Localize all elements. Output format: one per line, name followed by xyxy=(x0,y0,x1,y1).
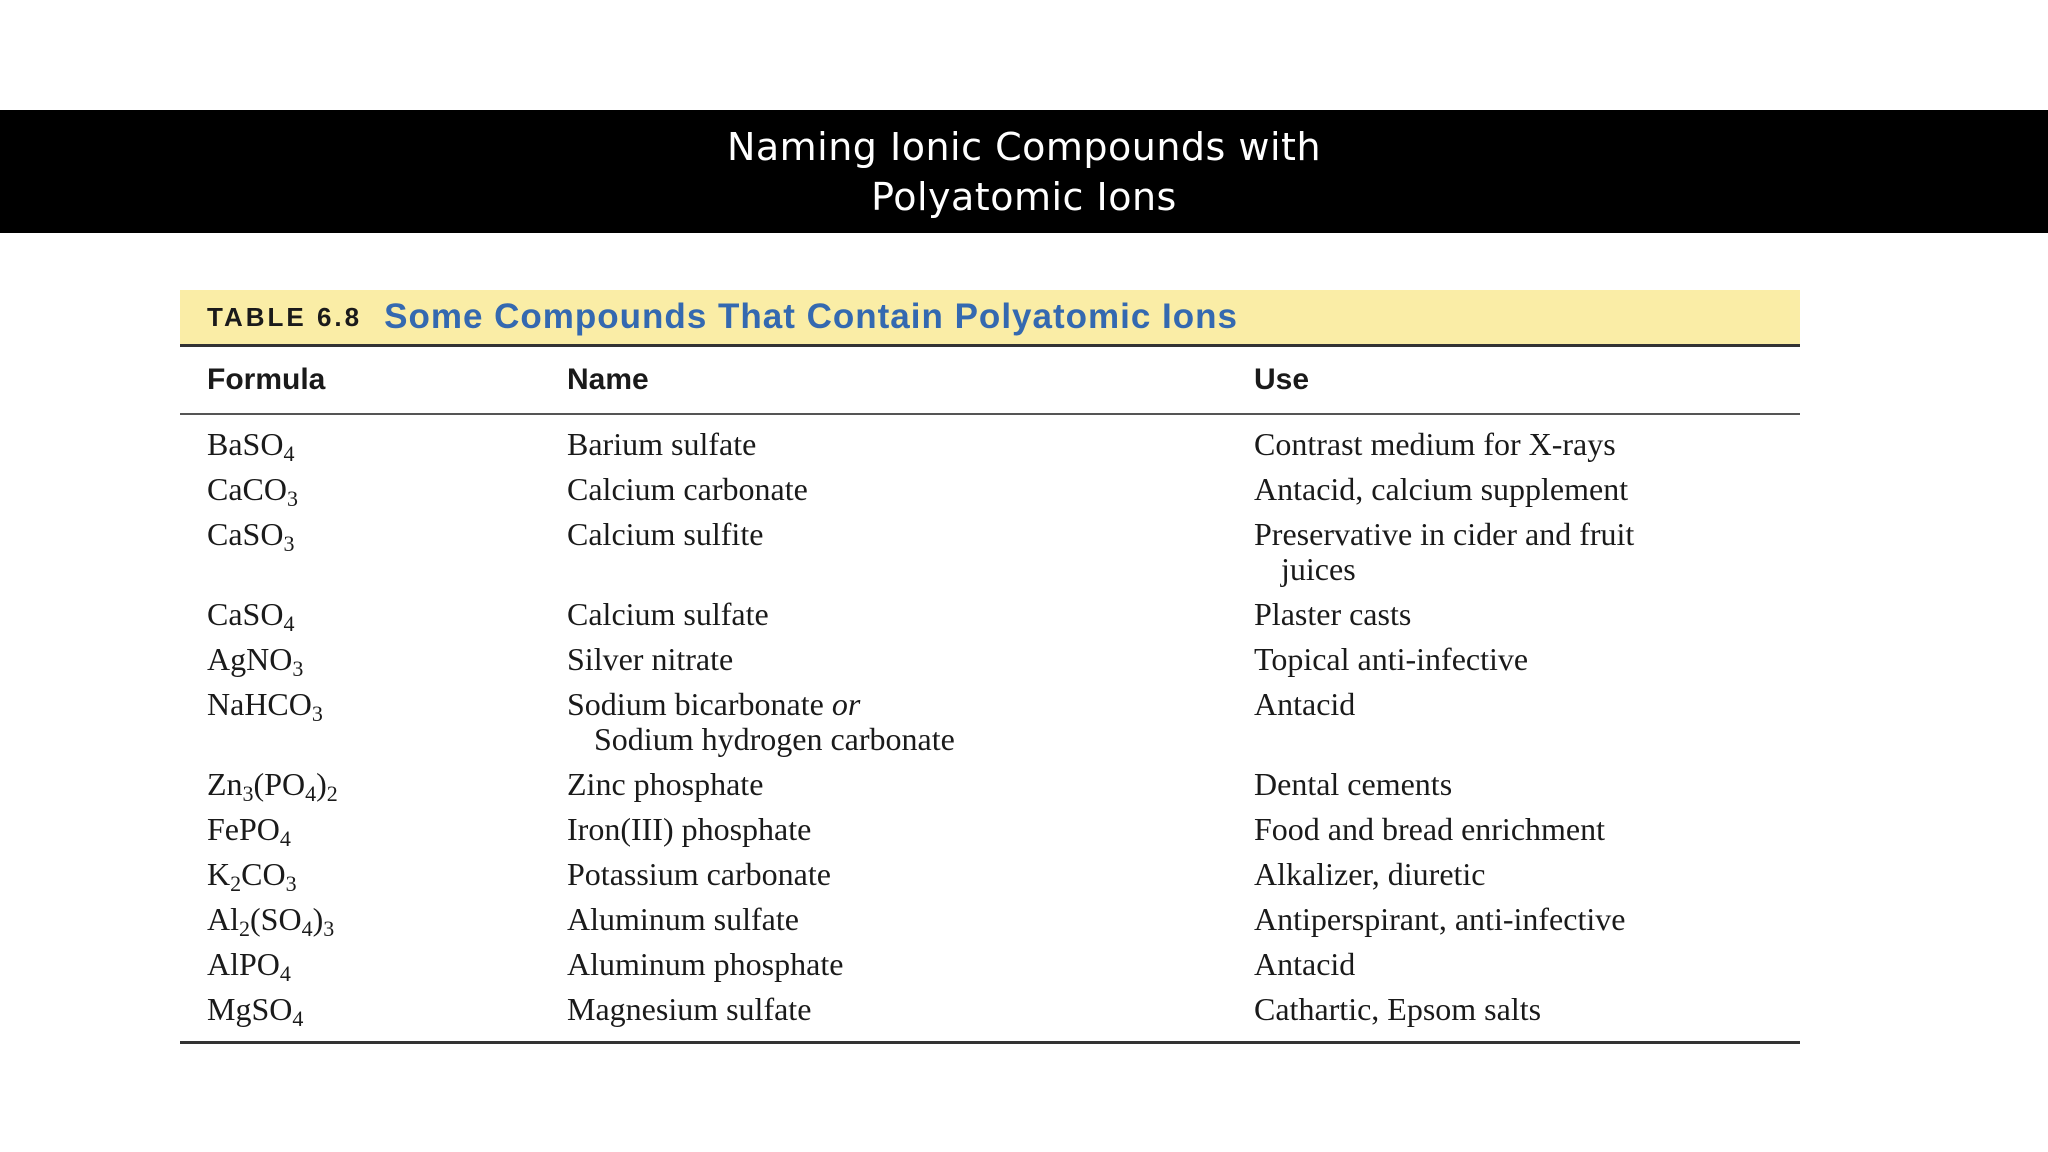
formula-subscript: 4 xyxy=(305,781,317,806)
formula-cell xyxy=(180,856,567,896)
formula-subscript: 3 xyxy=(323,916,335,941)
formula-cell xyxy=(180,901,567,941)
name-cell xyxy=(567,517,1254,552)
table-row xyxy=(180,426,1800,466)
formula-text: CO xyxy=(241,856,286,892)
name-cell xyxy=(567,597,1254,632)
formula-subscript: 3 xyxy=(287,486,298,511)
name-text: Aluminum phosphate xyxy=(567,946,844,982)
formula-cell xyxy=(180,811,567,851)
use-text: Antiperspirant, anti-infective xyxy=(1254,901,1626,937)
formula-text: (PO xyxy=(253,766,306,802)
formula-subscript: 2 xyxy=(230,871,242,896)
use-cell xyxy=(1254,992,1800,1027)
formula-subscript: 3 xyxy=(311,701,323,726)
use-cell xyxy=(1254,687,1800,722)
formula-subscript: 4 xyxy=(283,611,295,636)
use-cell xyxy=(1254,812,1800,847)
name-text: Zinc phosphate xyxy=(567,766,764,802)
name-cell xyxy=(567,687,1254,757)
use-cell xyxy=(1254,472,1800,507)
name-text: Sodium bicarbonate xyxy=(567,686,832,722)
name-cell xyxy=(567,472,1254,507)
formula-text: ) xyxy=(316,766,327,802)
table-row xyxy=(180,901,1800,941)
formula-cell xyxy=(180,596,567,636)
formula-text: BaSO xyxy=(207,426,284,462)
formula-cell xyxy=(180,471,567,511)
slide-title-line-2: Polyatomic Ions xyxy=(871,174,1177,219)
name-cell xyxy=(567,767,1254,802)
formula-text: (SO xyxy=(250,901,302,937)
formula-cell xyxy=(180,686,567,726)
formula-subscript: 3 xyxy=(283,531,295,556)
formula-subscript: 2 xyxy=(239,916,250,941)
formula-cell xyxy=(180,641,567,681)
use-cell xyxy=(1254,427,1800,462)
name-cell xyxy=(567,812,1254,847)
use-cell xyxy=(1254,767,1800,802)
table-row xyxy=(180,766,1800,806)
table-row xyxy=(180,641,1800,681)
slide-title-bar xyxy=(0,110,2048,233)
name-cell xyxy=(567,947,1254,982)
use-text: Alkalizer, diuretic xyxy=(1254,856,1486,892)
formula-subscript: 4 xyxy=(283,441,295,466)
formula-subscript: 2 xyxy=(326,781,338,806)
formula-subscript: 4 xyxy=(301,916,313,941)
name-text: Iron(III) phosphate xyxy=(567,811,812,847)
name-cell xyxy=(567,992,1254,1027)
formula-text: ) xyxy=(312,901,324,937)
use-text: Antacid xyxy=(1254,686,1356,722)
name-text: Aluminum sulfate xyxy=(567,901,799,937)
table-label: TABLE 6.8 xyxy=(207,301,363,332)
table-body xyxy=(180,415,1800,1044)
use-continuation: juices xyxy=(1281,551,1356,587)
slide-title-line-1: Naming Ionic Compounds with xyxy=(726,124,1322,169)
compounds-table xyxy=(180,290,1800,1044)
formula-subscript: 4 xyxy=(279,826,291,851)
table-title: Some Compounds That Contain Polyatomic Ions xyxy=(384,297,1238,336)
name-text: Calcium carbonate xyxy=(567,471,808,507)
name-conjunction: or xyxy=(831,686,861,722)
use-text: Topical anti-infective xyxy=(1254,641,1529,677)
use-text: Food and bread enrichment xyxy=(1254,811,1605,847)
use-text: Dental cements xyxy=(1254,766,1453,802)
table-row xyxy=(180,517,1800,587)
formula-text: CaSO xyxy=(207,596,284,632)
formula-text: AlPO xyxy=(207,946,280,982)
table-row xyxy=(180,471,1800,511)
table-row xyxy=(180,991,1800,1031)
use-cell xyxy=(1254,642,1800,677)
table-row xyxy=(180,946,1800,986)
formula-cell xyxy=(180,991,567,1031)
formula-text: AgNO xyxy=(207,641,293,677)
formula-text: K xyxy=(207,856,231,892)
formula-text: Zn xyxy=(207,766,243,802)
name-text: Calcium sulfate xyxy=(567,596,769,632)
formula-cell xyxy=(180,766,567,806)
formula-subscript: 3 xyxy=(242,781,254,806)
formula-cell xyxy=(180,946,567,986)
use-text: Plaster casts xyxy=(1254,596,1412,632)
formula-text: Al xyxy=(207,901,239,937)
header-formula: Formula xyxy=(207,363,326,396)
formula-text: MgSO xyxy=(207,991,293,1027)
table-row xyxy=(180,687,1800,757)
name-cell xyxy=(567,902,1254,937)
table-row xyxy=(180,856,1800,896)
table-row xyxy=(180,811,1800,851)
table-header-row xyxy=(180,347,1800,415)
formula-subscript: 3 xyxy=(285,871,297,896)
use-cell xyxy=(1254,597,1800,632)
use-cell xyxy=(1254,902,1800,937)
formula-cell xyxy=(180,426,567,466)
name-text: Silver nitrate xyxy=(567,641,734,677)
name-cell xyxy=(567,642,1254,677)
formula-text: CaSO xyxy=(207,516,284,552)
use-cell xyxy=(1254,857,1800,892)
use-text: Antacid, calcium supplement xyxy=(1254,471,1629,507)
table-row xyxy=(180,596,1800,636)
name-cell xyxy=(567,427,1254,462)
name-continuation: Sodium hydrogen carbonate xyxy=(594,721,955,757)
name-text: Barium sulfate xyxy=(567,426,757,462)
formula-text: FePO xyxy=(207,811,280,847)
table-caption xyxy=(180,290,1800,347)
use-text: Antacid xyxy=(1254,946,1356,982)
formula-text: CaCO xyxy=(207,471,287,507)
use-text: Cathartic, Epsom salts xyxy=(1254,991,1542,1027)
name-text: Calcium sulfite xyxy=(567,516,764,552)
use-text: Preservative in cider and fruit xyxy=(1254,516,1635,552)
use-text: Contrast medium for X-rays xyxy=(1254,426,1616,462)
formula-subscript: 4 xyxy=(292,1006,304,1031)
formula-subscript: 4 xyxy=(279,961,291,986)
use-cell xyxy=(1254,947,1800,982)
name-cell xyxy=(567,857,1254,892)
formula-subscript: 3 xyxy=(292,656,304,681)
name-text: Potassium carbonate xyxy=(567,856,831,892)
use-cell xyxy=(1254,517,1800,587)
header-use: Use xyxy=(1254,363,1310,396)
name-text: Magnesium sulfate xyxy=(567,991,812,1027)
formula-cell xyxy=(180,516,567,556)
header-name: Name xyxy=(567,363,649,396)
formula-text: NaHCO xyxy=(207,686,312,722)
